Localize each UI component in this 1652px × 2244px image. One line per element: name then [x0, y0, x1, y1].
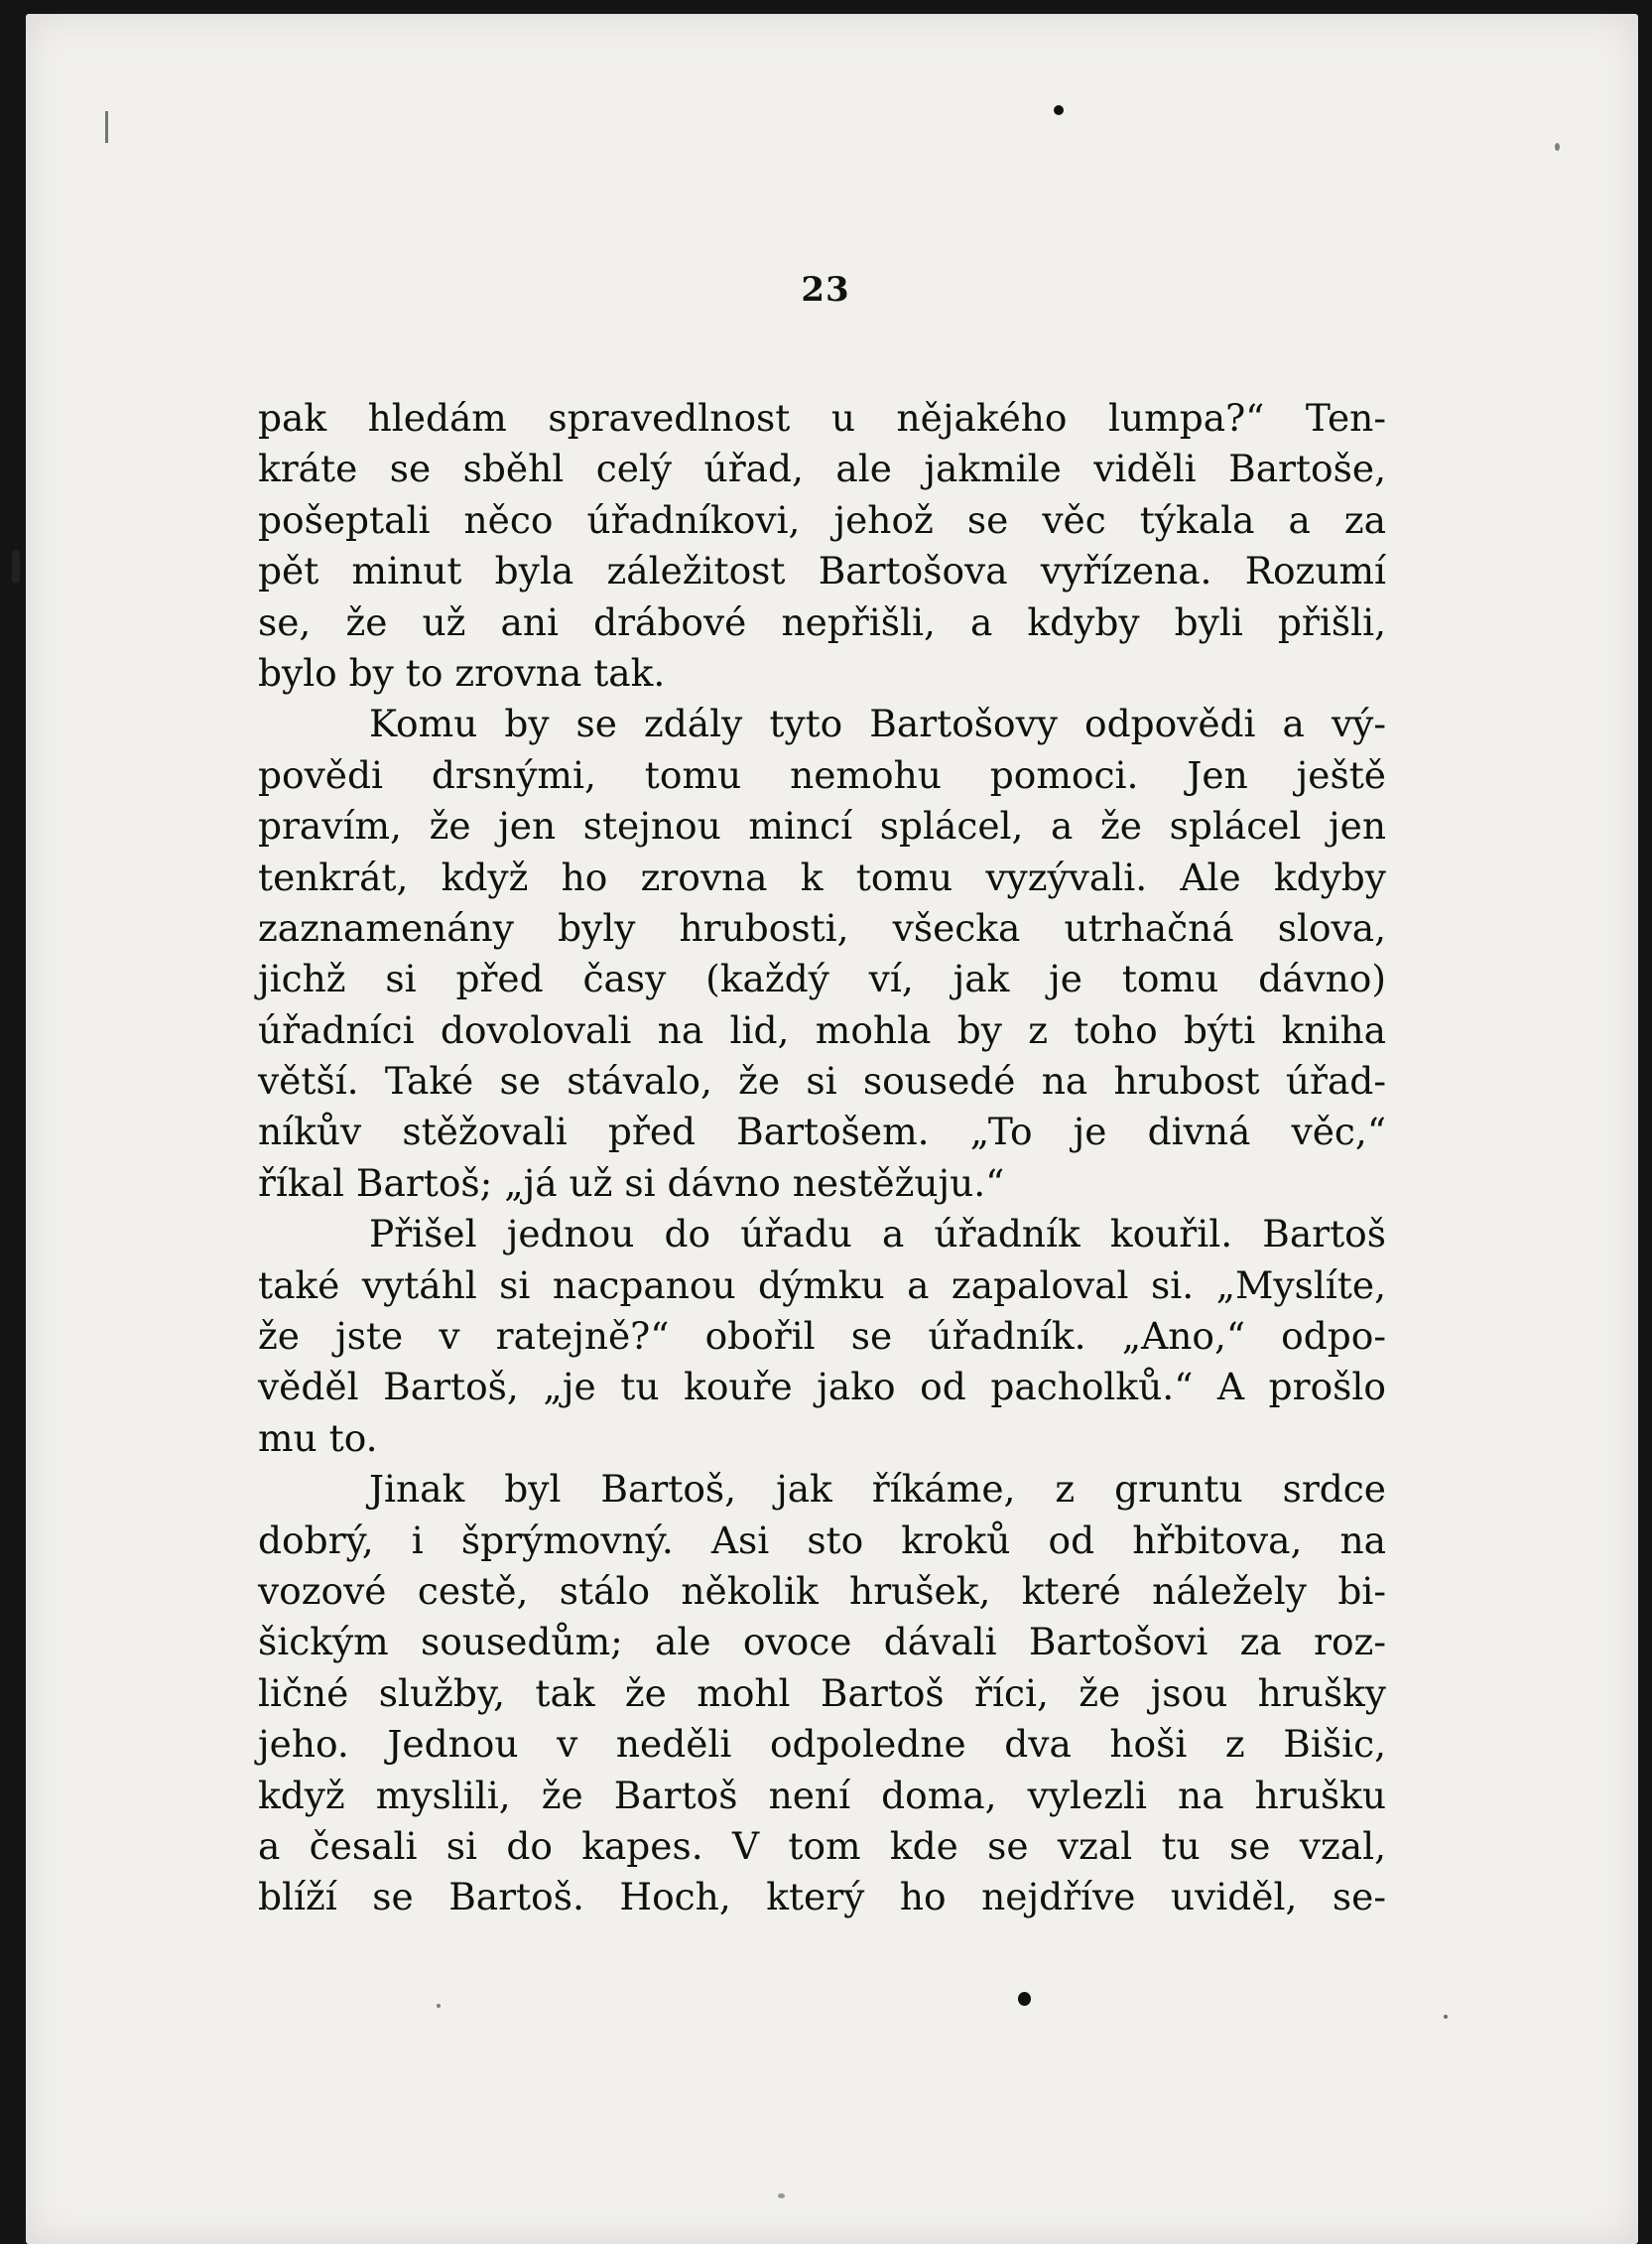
- body-text: [258, 393, 1386, 1923]
- text-line: povědi drsnými, tomu nemohu pomoci. Jen ještě: [258, 752, 1386, 797]
- scan-speck: [1555, 143, 1560, 151]
- text-line: jeho. Jednou v neděli odpoledne dva hoši z Bišic,: [258, 1722, 1386, 1767]
- text-line: jichž si před časy (každý ví, jak je tomu dávno): [258, 957, 1386, 1001]
- text-line: mu to.: [258, 1415, 378, 1460]
- text-line: pravím, že jen stejnou mincí splácel, a že splácel jen: [258, 804, 1386, 849]
- scan-edge-mark: [105, 111, 108, 143]
- text-line: ličné služby, tak že mohl Bartoš říci, že jsou hrušky: [258, 1670, 1386, 1715]
- scan-speck: [1444, 2015, 1448, 2019]
- text-line: blíží se Bartoš. Hoch, který ho nejdříve uviděl, se-: [258, 1875, 1386, 1919]
- text-line: níkův stěžovali před Bartošem. „To je divná věc,“: [258, 1110, 1386, 1154]
- text-line: Přišel jednou do úřadu a úřadník kouřil. Bartoš: [369, 1212, 1386, 1256]
- text-line: zaznamenány byly hrubosti, všecka utrhačná slova,: [258, 905, 1386, 950]
- text-line: větší. Také se stávalo, že si sousedé na hrubost úřad-: [258, 1059, 1386, 1104]
- text-line: vozové cestě, stálo několik hrušek, které náležely bi-: [258, 1568, 1386, 1613]
- text-line: bylo by to zrovna tak.: [258, 650, 666, 695]
- text-line: Jinak byl Bartoš, jak říkáme, z gruntu srdce: [369, 1467, 1386, 1512]
- text-line: šickým sousedům; ale ovoce dávali Bartošovi za roz-: [258, 1620, 1386, 1664]
- scan-speck: [778, 2193, 785, 2198]
- text-line: také vytáhl si nacpanou dýmku a zapaloval si. „Myslíte,: [258, 1262, 1386, 1307]
- text-line: se, že už ani drábové nepřišli, a kdyby byli přišli,: [258, 599, 1386, 644]
- scan-edge-mark: [12, 550, 20, 584]
- page-number: 23: [801, 270, 850, 310]
- scan-speck: [1018, 1992, 1031, 2006]
- text-line: věděl Bartoš, „je tu kouře jako od pacholků.“ A prošlo: [258, 1365, 1386, 1409]
- book-page: [26, 14, 1638, 2244]
- text-line: dobrý, i šprýmovný. Asi sto kroků od hřbitova, na: [258, 1518, 1386, 1562]
- text-line: pošeptali něco úřadníkovi, jehož se věc týkala a za: [258, 497, 1386, 542]
- scan-speck: [1054, 105, 1064, 115]
- text-line: tenkrát, když ho zrovna k tomu vyzývali. Ale kdyby: [258, 855, 1386, 899]
- text-line: říkal Bartoš; „já už si dávno nestěžuju.“: [258, 1160, 1005, 1205]
- text-line: pak hledám spravedlnost u nějakého lumpa?“ Ten-: [258, 396, 1386, 440]
- text-line: že jste v ratejně?“ obořil se úřadník. „Ano,“ odpo-: [258, 1314, 1386, 1359]
- text-line: a česali si do kapes. V tom kde se vzal tu se vzal,: [258, 1823, 1386, 1868]
- text-line: úřadníci dovolovali na lid, mohla by z toho býti kniha: [258, 1007, 1386, 1052]
- text-line: Komu by se zdály tyto Bartošovy odpovědi a vý-: [369, 702, 1386, 746]
- text-line: pět minut byla záležitost Bartošova vyřízena. Rozumí: [258, 549, 1386, 594]
- text-line: kráte se sběhl celý úřad, ale jakmile viděli Bartoše,: [258, 447, 1386, 491]
- scan-speck: [437, 2004, 441, 2008]
- text-line: když myslili, že Bartoš není doma, vylezli na hrušku: [258, 1773, 1386, 1817]
